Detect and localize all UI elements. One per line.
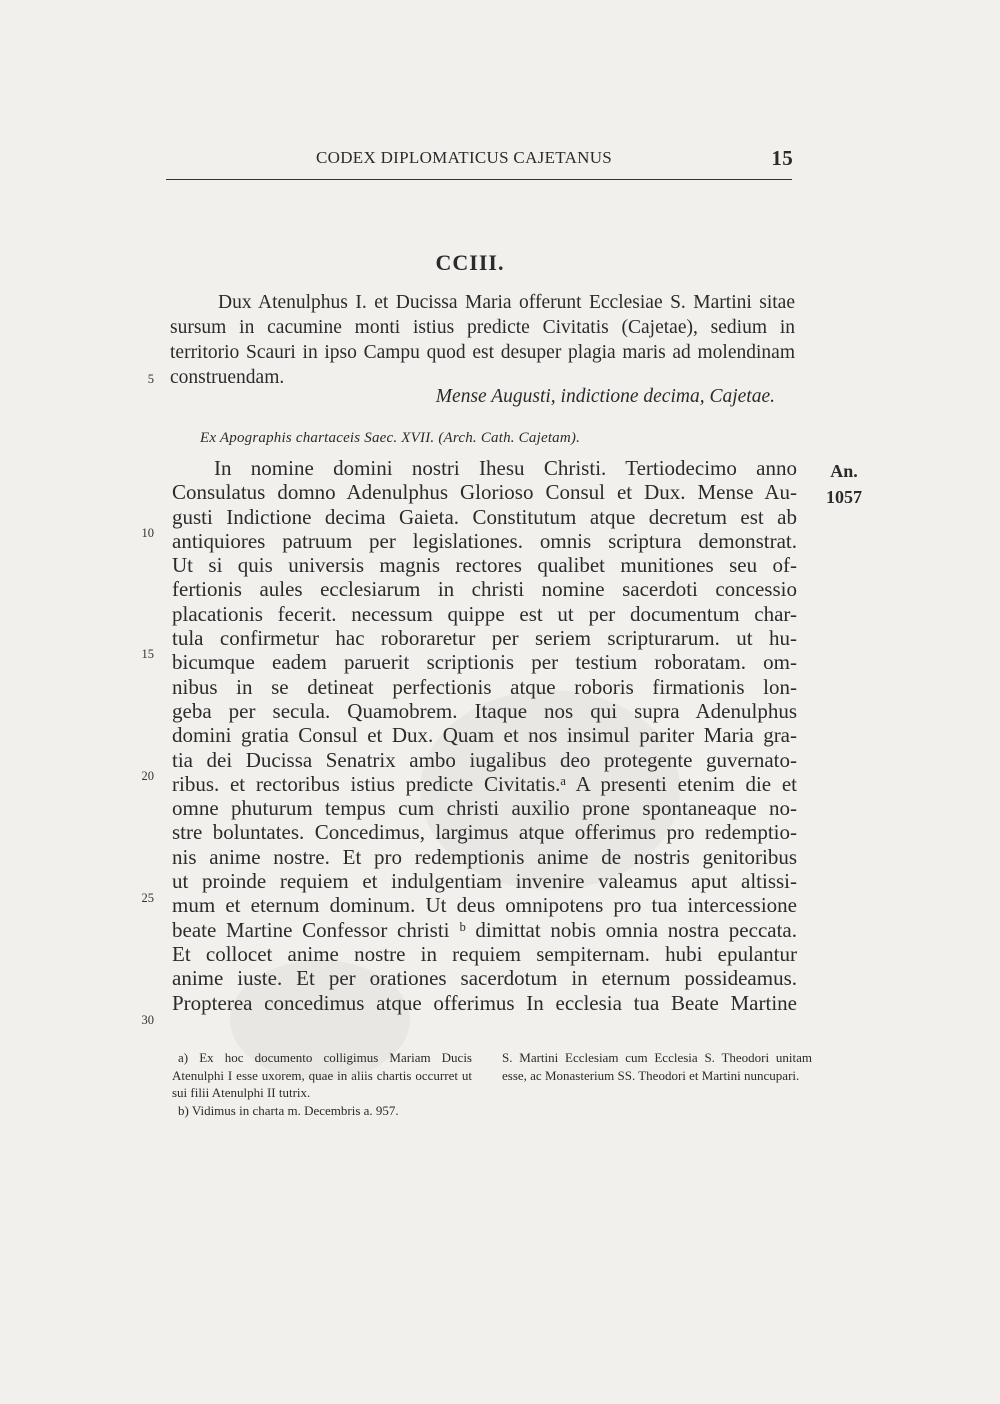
text-line: beate Martine Confessor christi ᵇ dimittat nobis omnia nostra peccata. [172,917,797,942]
text-line: bicumque eadem paruerit scriptionis per testium roboratam. om- [172,650,797,675]
text-line: Propterea concedimus atque offerimus In ecclesia tua Beate Martine [172,990,797,1015]
footnote-a-continued: S. Martini Ecclesiam cum Ecclesia S. Theodori unitam esse, ac Monasterium SS. Theodori et Martini nuncupari. [502,1050,812,1083]
margin-year: 1057 [826,487,862,507]
text-line: omne phuturum tempus cum christi auxilio prone spontaneaque no- [172,796,797,821]
text-line: mum et eternum dominum. Ut deus omnipotens pro tua intercessione [172,893,797,918]
text-line: anime iuste. Et per orationes sacerdotum in eternum possideamus. [172,966,797,991]
summary-text: Dux Atenulphus I. et Ducissa Maria offerunt Ecclesiae S. Martini sitae sursum in cacumine monti istius predicte Civitatis (Cajetae), sedium in territorio Scauri in ipso Campu quod est desuper plagia maris ad molendinam construendam. [170,292,795,388]
margin-year-note [812,458,876,510]
summary-date: Mense Augusti, indictione decima, Cajetae. [435,386,775,407]
text-line: fertionis aules ecclesiarum in christi nomine sacerdoti concessio [172,577,797,602]
line-number: 30 [141,1013,154,1027]
header-rule [166,179,792,180]
text-line: nis anime nostre. Et pro redemptionis anime de nostris genitoribus [172,844,797,869]
text-line: nibus in se detineat perfectionis atque roboris firmationis lon- [172,674,797,699]
text-line: antiquiores patruum per legislationes. omnis scriptura demonstrat. [172,528,797,553]
text-line: In nomine domini nostri Ihesu Christi. Tertiodecimo anno [214,456,797,480]
document-number: CCIII. [435,250,505,275]
line-number: 15 [141,647,154,661]
footnote-b: b) Vidimus in charta m. Decembris a. 957. [178,1102,399,1118]
text-line: Consulatus domno Adenulphus Glorioso Consul et Dux. Mense Au- [172,480,797,505]
text-line: domini gratia Consul et Dux. Quam et nos insimul pariter Maria gra- [172,723,797,748]
text-line: ut proinde requiem et indulgentiam invenire valeamus aput altissi- [172,869,797,894]
footnotes-right-column [502,1049,812,1084]
margin-label: An. [830,461,858,481]
page-number: 15 [771,146,793,170]
text-line: placationis fecerit. necessum quippe est ut per documentum char- [172,601,797,626]
text-line: tia dei Ducissa Senatrix ambo iugalibus deo protegente guvernato- [172,747,797,772]
charter-text [172,456,797,1015]
text-line: stre boluntates. Concedimus, largimus atque offerimus pro redemptio- [172,820,797,845]
line-number: 20 [141,769,154,783]
text-line: tula confirmetur hac roboraretur per seriem scripturarum. ut hu- [172,626,797,651]
text-line: gusti Indictione decima Gaieta. Constitutum atque decretum est ab [172,504,797,529]
text-line: Et collocet anime nostre in requiem sempiternam. hubi epulantur [172,941,797,966]
line-number: 25 [141,891,154,905]
running-head-title: CODEX DIPLOMATICUS CAJETANUS [316,148,613,167]
document-summary [170,290,795,390]
text-line: geba per secula. Quamobrem. Itaque nos qui supra Adenulphus [172,698,797,723]
line-number: 5 [147,372,154,386]
text-line: ribus. et rectoribus istius predicte Civitatis.ᵃ A presenti etenim die et [172,771,797,796]
line-number: 10 [141,526,154,540]
source-note: Ex Apographis chartaceis Saec. XVII. (Arch. Cath. Cajetam). [200,430,581,446]
footnotes-left-column [172,1049,472,1119]
running-head [168,148,793,174]
footnote-a: a) Ex hoc documento colligimus Mariam Ducis Atenulphi I esse uxorem, quae in aliis chartis occurret ut sui filii Atenulphi II tutrix. [172,1050,472,1100]
text-line: Ut si quis universis magnis rectores qualibet munitiones seu of- [172,553,797,578]
